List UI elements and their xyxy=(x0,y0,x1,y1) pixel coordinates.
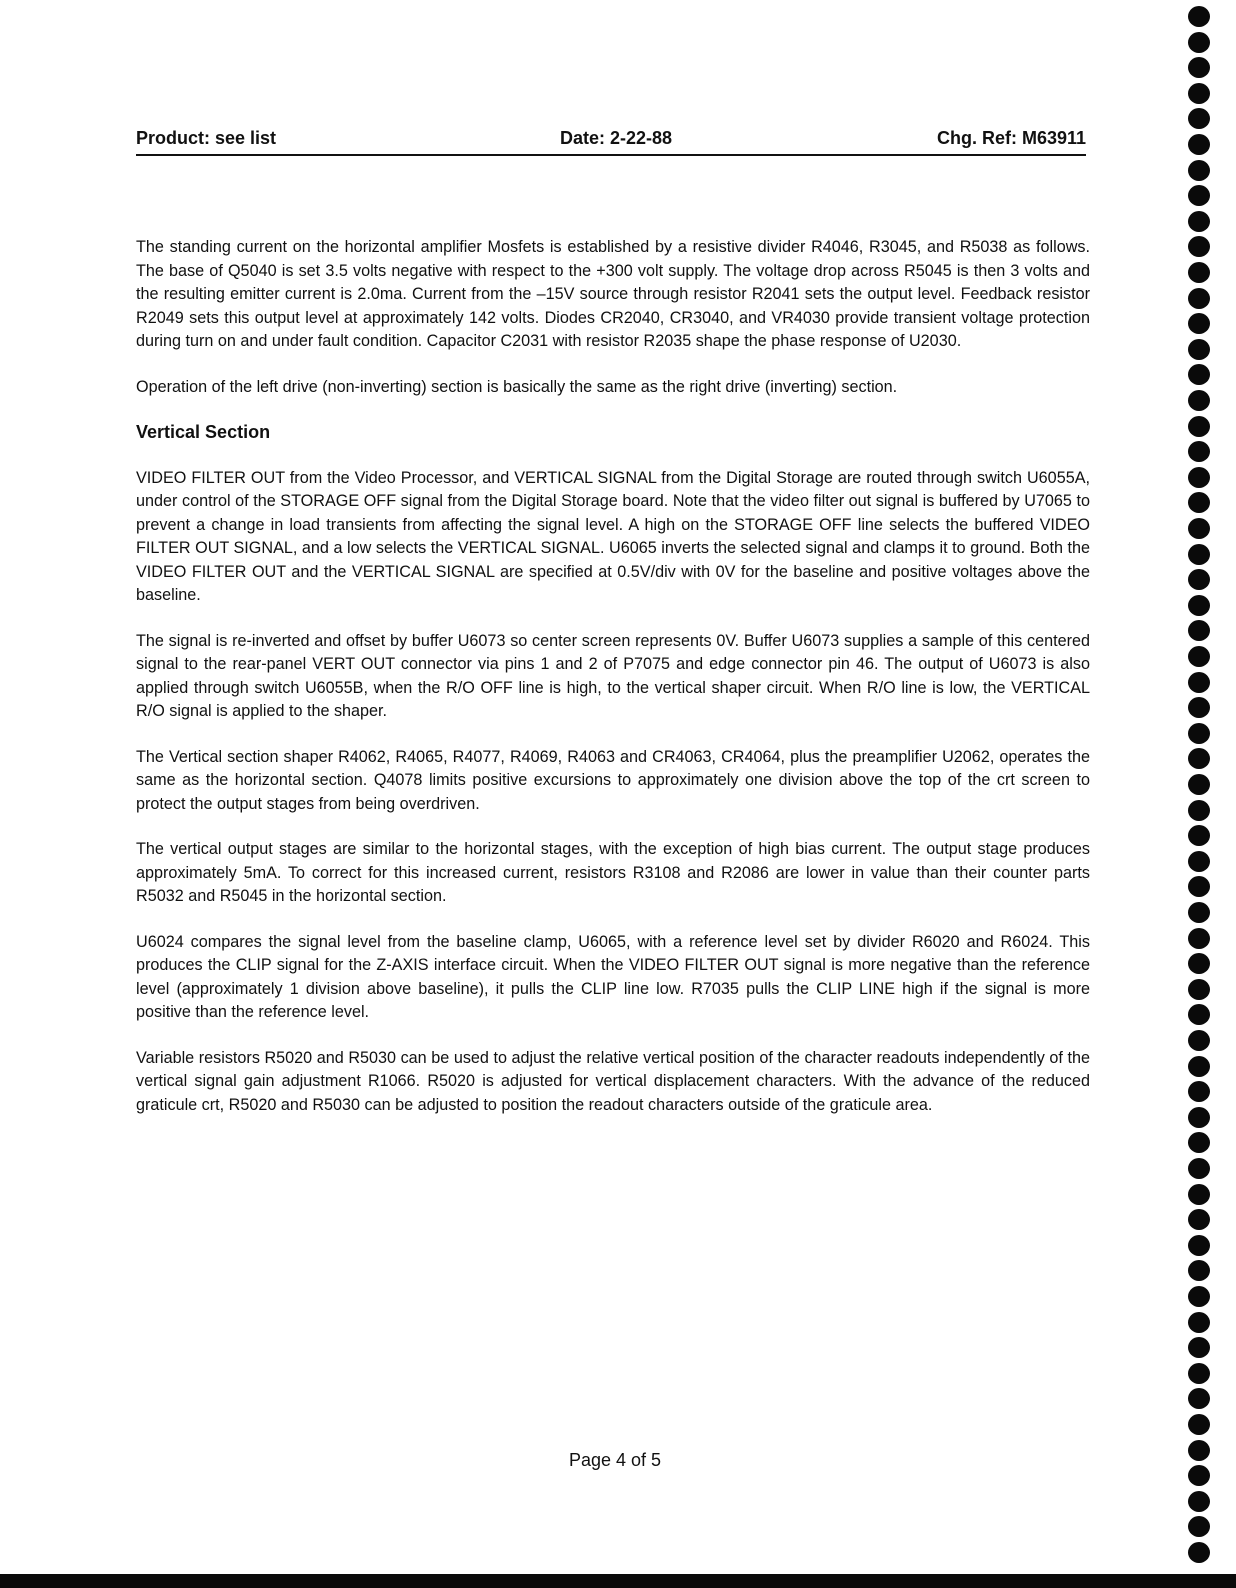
binding-hole xyxy=(1188,1388,1210,1409)
page-header xyxy=(136,128,1086,156)
binding-hole xyxy=(1188,1158,1210,1179)
binding-hole xyxy=(1188,595,1210,616)
binding-hole xyxy=(1188,748,1210,769)
binding-hole xyxy=(1188,1209,1210,1230)
binding-hole xyxy=(1188,1337,1210,1358)
binding-hole xyxy=(1188,825,1210,846)
binding-hole xyxy=(1188,902,1210,923)
binding-hole xyxy=(1188,467,1210,488)
binding-hole xyxy=(1188,518,1210,539)
binding-hole xyxy=(1188,851,1210,872)
binding-hole xyxy=(1188,1312,1210,1333)
binding-hole xyxy=(1188,544,1210,565)
binding-holes xyxy=(1188,0,1218,1588)
header-change-ref: Chg. Ref: M63911 xyxy=(936,128,1086,148)
binding-hole xyxy=(1188,1465,1210,1486)
binding-hole xyxy=(1188,723,1210,744)
binding-hole xyxy=(1188,390,1210,411)
binding-hole xyxy=(1188,1363,1210,1384)
binding-hole xyxy=(1188,1056,1210,1077)
header-date: Date: 2-22-88 xyxy=(560,128,673,148)
document-body xyxy=(136,236,1090,1139)
binding-hole xyxy=(1188,441,1210,462)
paragraph-clip-signal: U6024 compares the signal level from the baseline clamp, U6065, with a reference level set by divider R6020 and R6024. This produces the CLIP signal for the Z-AXIS interface circuit. When the VIDEO FILTER OUT signal is more negative than the reference level (approximately 1 division above baseline), it pulls the CLIP line low. R7035 pulls the CLIP LINE high if the signal is more positive than the reference level. xyxy=(136,932,1090,1021)
binding-hole xyxy=(1188,236,1210,257)
binding-hole xyxy=(1188,1542,1210,1563)
binding-hole xyxy=(1188,646,1210,667)
page-number: Page 4 of 5 xyxy=(568,1450,662,1470)
binding-hole xyxy=(1188,288,1210,309)
binding-hole xyxy=(1188,697,1210,718)
binding-hole xyxy=(1188,185,1210,206)
paragraph-reinverted-signal: The signal is re-inverted and offset by buffer U6073 so center screen represents 0V. Buffer U6073 supplies a sample of this centered signal to the rear-panel VERT OUT connector via pins 1 and 2 of P7075 and edge connector pin 46. The output of U6073 is also applied through switch U6055B, when the R/O OFF line is high, to the vertical shaper circuit. When R/O line is low, the VERTICAL R/O signal is applied to the shaper. xyxy=(136,631,1090,720)
binding-hole xyxy=(1188,1516,1210,1537)
binding-hole xyxy=(1188,6,1210,27)
binding-hole xyxy=(1188,620,1210,641)
binding-hole xyxy=(1188,1030,1210,1051)
paragraph-variable-resistors: Variable resistors R5020 and R5030 can be used to adjust the relative vertical position of the character readouts independently of the vertical signal gain adjustment R1066. R5020 is adjusted for vertical displacement characters. With the advance of the reduced graticule crt, R5020 and R5030 can be adjusted to position the readout characters outside of the graticule area. xyxy=(136,1048,1090,1114)
binding-hole xyxy=(1188,1440,1210,1461)
binding-hole xyxy=(1188,211,1210,232)
binding-hole xyxy=(1188,262,1210,283)
binding-hole xyxy=(1188,313,1210,334)
binding-hole xyxy=(1188,774,1210,795)
binding-hole xyxy=(1188,928,1210,949)
paragraph-horizontal-bias: The standing current on the horizontal amplifier Mosfets is established by a resistive divider R4046, R3045, and R5038 as follows. The base of Q5040 is set 3.5 volts negative with respect to the +300 volt supply. The voltage drop across R5045 is then 3 volts and the resulting emitter current is 2.0ma. Current from the –15V source through resistor R2041 sets the output level. Feedback resistor R2049 sets this output level at approximately 142 volts. Diodes CR2040, CR3040, and VR4030 provide transient voltage protection during turn on and under fault condition. Capacitor C2031 with resistor R2035 shape the phase response of U2030. xyxy=(136,238,1090,350)
scan-bottom-edge xyxy=(0,1574,1236,1588)
binding-hole xyxy=(1188,108,1210,129)
paragraph-vertical-shaper: The Vertical section shaper R4062, R4065, R4077, R4069, R4063 and CR4063, CR4064, plus the preamplifier U2062, operates the same as the horizontal section. Q4078 limits positive excursions to approximately one division above the top of the crt screen to protect the output stages from being overdriven. xyxy=(136,747,1090,813)
binding-hole xyxy=(1188,1286,1210,1307)
binding-hole xyxy=(1188,800,1210,821)
binding-hole xyxy=(1188,1235,1210,1256)
binding-hole xyxy=(1188,1491,1210,1512)
paragraph-vertical-output: The vertical output stages are similar to the horizontal stages, with the exception of high bias current. The output stage produces approximately 5mA. To correct for this increased current, resistors R3108 and R2086 are lower in value than their counter parts R5032 and R5045 in the horizontal section. xyxy=(136,840,1090,905)
binding-hole xyxy=(1188,569,1210,590)
page-footer xyxy=(0,1450,1236,1471)
binding-hole xyxy=(1188,1107,1210,1128)
binding-hole xyxy=(1188,492,1210,513)
binding-hole xyxy=(1188,672,1210,693)
binding-hole xyxy=(1188,57,1210,78)
header-product: Product: see list xyxy=(136,128,277,148)
binding-hole xyxy=(1188,876,1210,897)
binding-hole xyxy=(1188,32,1210,53)
binding-hole xyxy=(1188,160,1210,181)
binding-hole xyxy=(1188,1132,1210,1153)
paragraph-video-filter: VIDEO FILTER OUT from the Video Processor, and VERTICAL SIGNAL from the Digital Storage are routed through switch U6055A, under control of the STORAGE OFF signal from the Digital Storage board. Note that the video filter out signal is buffered by U7065 to prevent a change in load transients from affecting the signal level. A high on the STORAGE OFF line selects the buffered VIDEO FILTER OUT SIGNAL, and a low selects the VERTICAL SIGNAL. U6065 inverts the selected signal and clamps it to ground. Both the VIDEO FILTER OUT and the VERTICAL SIGNAL are specified at 0.5V/div with 0V for the baseline and positive voltages above the baseline. xyxy=(136,468,1090,604)
binding-hole xyxy=(1188,1414,1210,1435)
binding-hole xyxy=(1188,83,1210,104)
binding-hole xyxy=(1188,339,1210,360)
binding-hole xyxy=(1188,134,1210,155)
binding-hole xyxy=(1188,1081,1210,1102)
binding-hole xyxy=(1188,416,1210,437)
paragraph-left-drive: Operation of the left drive (non-inverting) section is basically the same as the right drive (inverting) section. xyxy=(136,377,898,396)
binding-hole xyxy=(1188,953,1210,974)
binding-hole xyxy=(1188,1260,1210,1281)
binding-hole xyxy=(1188,979,1210,1000)
binding-hole xyxy=(1188,1184,1210,1205)
heading-vertical-section: Vertical Section xyxy=(136,422,271,442)
binding-hole xyxy=(1188,364,1210,385)
binding-hole xyxy=(1188,1004,1210,1025)
